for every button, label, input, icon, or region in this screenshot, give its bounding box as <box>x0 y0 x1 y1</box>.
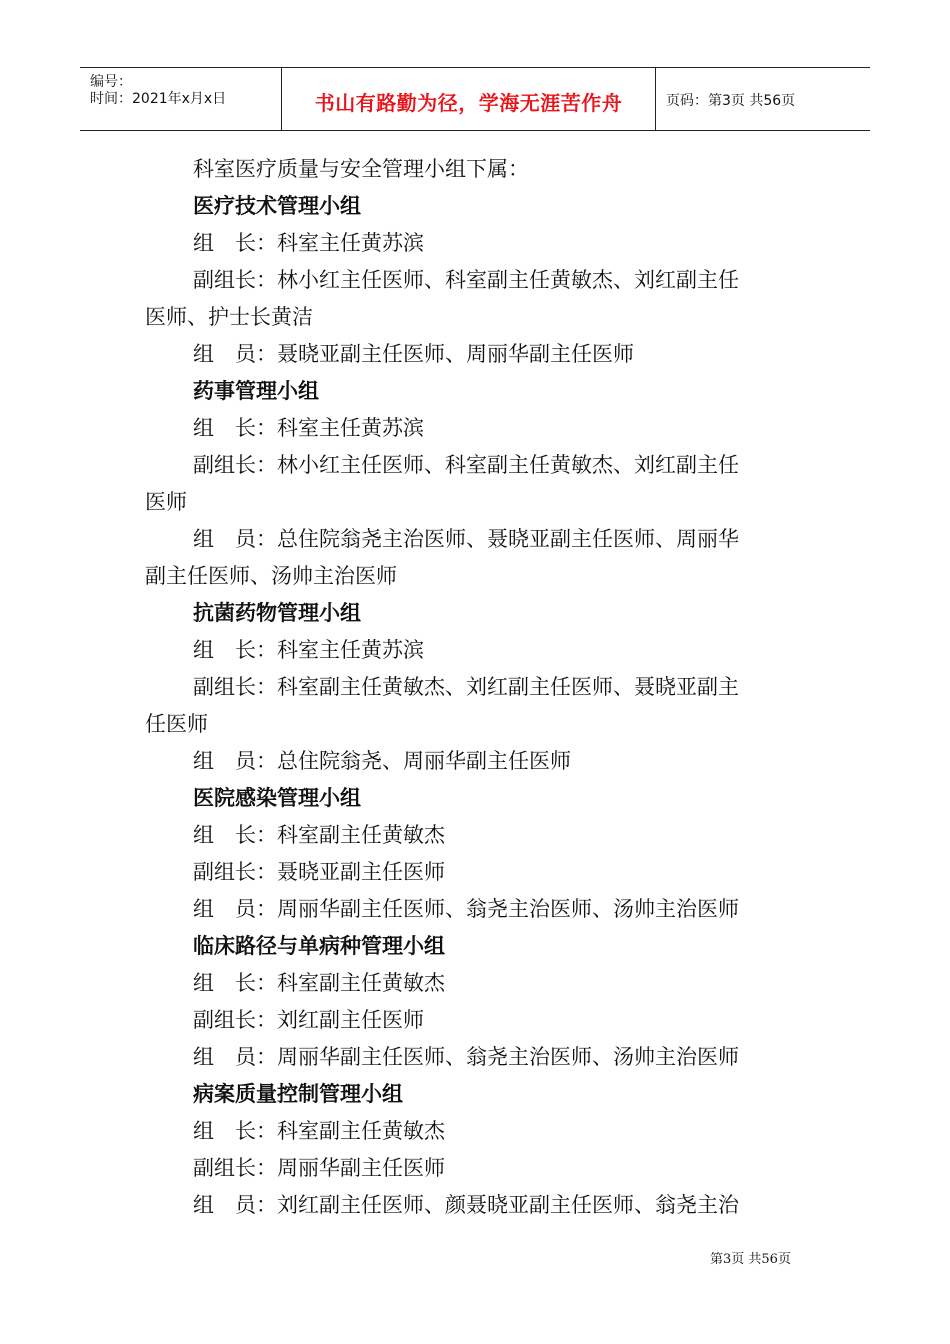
group-members: 组 员：周丽华副主任医师、翁尧主治医师、汤帅主治医师 <box>193 897 739 921</box>
group-deputy: 副组长：林小红主任医师、科室副主任黄敏杰、刘红副主任 <box>193 268 739 292</box>
time-label: 时间：2021年x月x日 <box>90 91 227 107</box>
group-title: 临床路径与单病种管理小组 <box>193 934 445 958</box>
page-label: 页码：第3页 共56页 <box>666 93 796 109</box>
group-title: 病案质量控制管理小组 <box>193 1082 403 1106</box>
group-deputy: 副组长：周丽华副主任医师 <box>193 1156 445 1180</box>
group-leader: 组 长：科室主任黄苏滨 <box>193 638 424 662</box>
group-title: 抗菌药物管理小组 <box>193 601 361 625</box>
group-members: 组 员：聂晓亚副主任医师、周丽华副主任医师 <box>193 342 634 366</box>
group-deputy: 副组长：聂晓亚副主任医师 <box>193 860 445 884</box>
number-label: 编号： <box>90 74 132 90</box>
footer-page-number: 第3页 共56页 <box>710 1252 791 1267</box>
group-leader: 组 长：科室副主任黄敏杰 <box>193 823 445 847</box>
group-members: 组 员：总住院翁尧主治医师、聂晓亚副主任医师、周丽华 <box>193 527 739 551</box>
group-members: 组 员：周丽华副主任医师、翁尧主治医师、汤帅主治医师 <box>193 1045 739 1069</box>
group-members: 组 员：刘红副主任医师、颜聂晓亚副主任医师、翁尧主治 <box>193 1193 739 1217</box>
header-page-cell <box>656 68 870 130</box>
group-deputy: 副组长：林小红主任医师、科室副主任黄敏杰、刘红副主任 <box>193 453 739 477</box>
group-deputy: 副组长：科室副主任黄敏杰、刘红副主任医师、聂晓亚副主 <box>193 675 739 699</box>
group-deputy: 副组长：刘红副主任医师 <box>193 1008 424 1032</box>
group-leader: 组 长：科室主任黄苏滨 <box>193 231 424 255</box>
header-motto-cell <box>282 68 656 130</box>
group-title: 医院感染管理小组 <box>193 786 361 810</box>
group-leader: 组 长：科室副主任黄敏杰 <box>193 1119 445 1143</box>
group-deputy-cont: 任医师 <box>145 712 208 736</box>
group-title: 医疗技术管理小组 <box>193 194 361 218</box>
group-title: 药事管理小组 <box>193 379 319 403</box>
group-deputy-cont: 医师、护士长黄洁 <box>145 305 313 329</box>
intro-line: 科室医疗质量与安全管理小组下属： <box>193 157 529 181</box>
group-members-cont: 副主任医师、汤帅主治医师 <box>145 564 397 588</box>
group-members: 组 员：总住院翁尧、周丽华副主任医师 <box>193 749 571 773</box>
header-table <box>80 67 870 131</box>
header-meta-cell <box>80 68 282 130</box>
group-leader: 组 长：科室主任黄苏滨 <box>193 416 424 440</box>
group-leader: 组 长：科室副主任黄敏杰 <box>193 971 445 995</box>
motto: 书山有路勤为径，学海无涯苦作舟 <box>314 91 623 115</box>
group-deputy-cont: 医师 <box>145 490 187 514</box>
